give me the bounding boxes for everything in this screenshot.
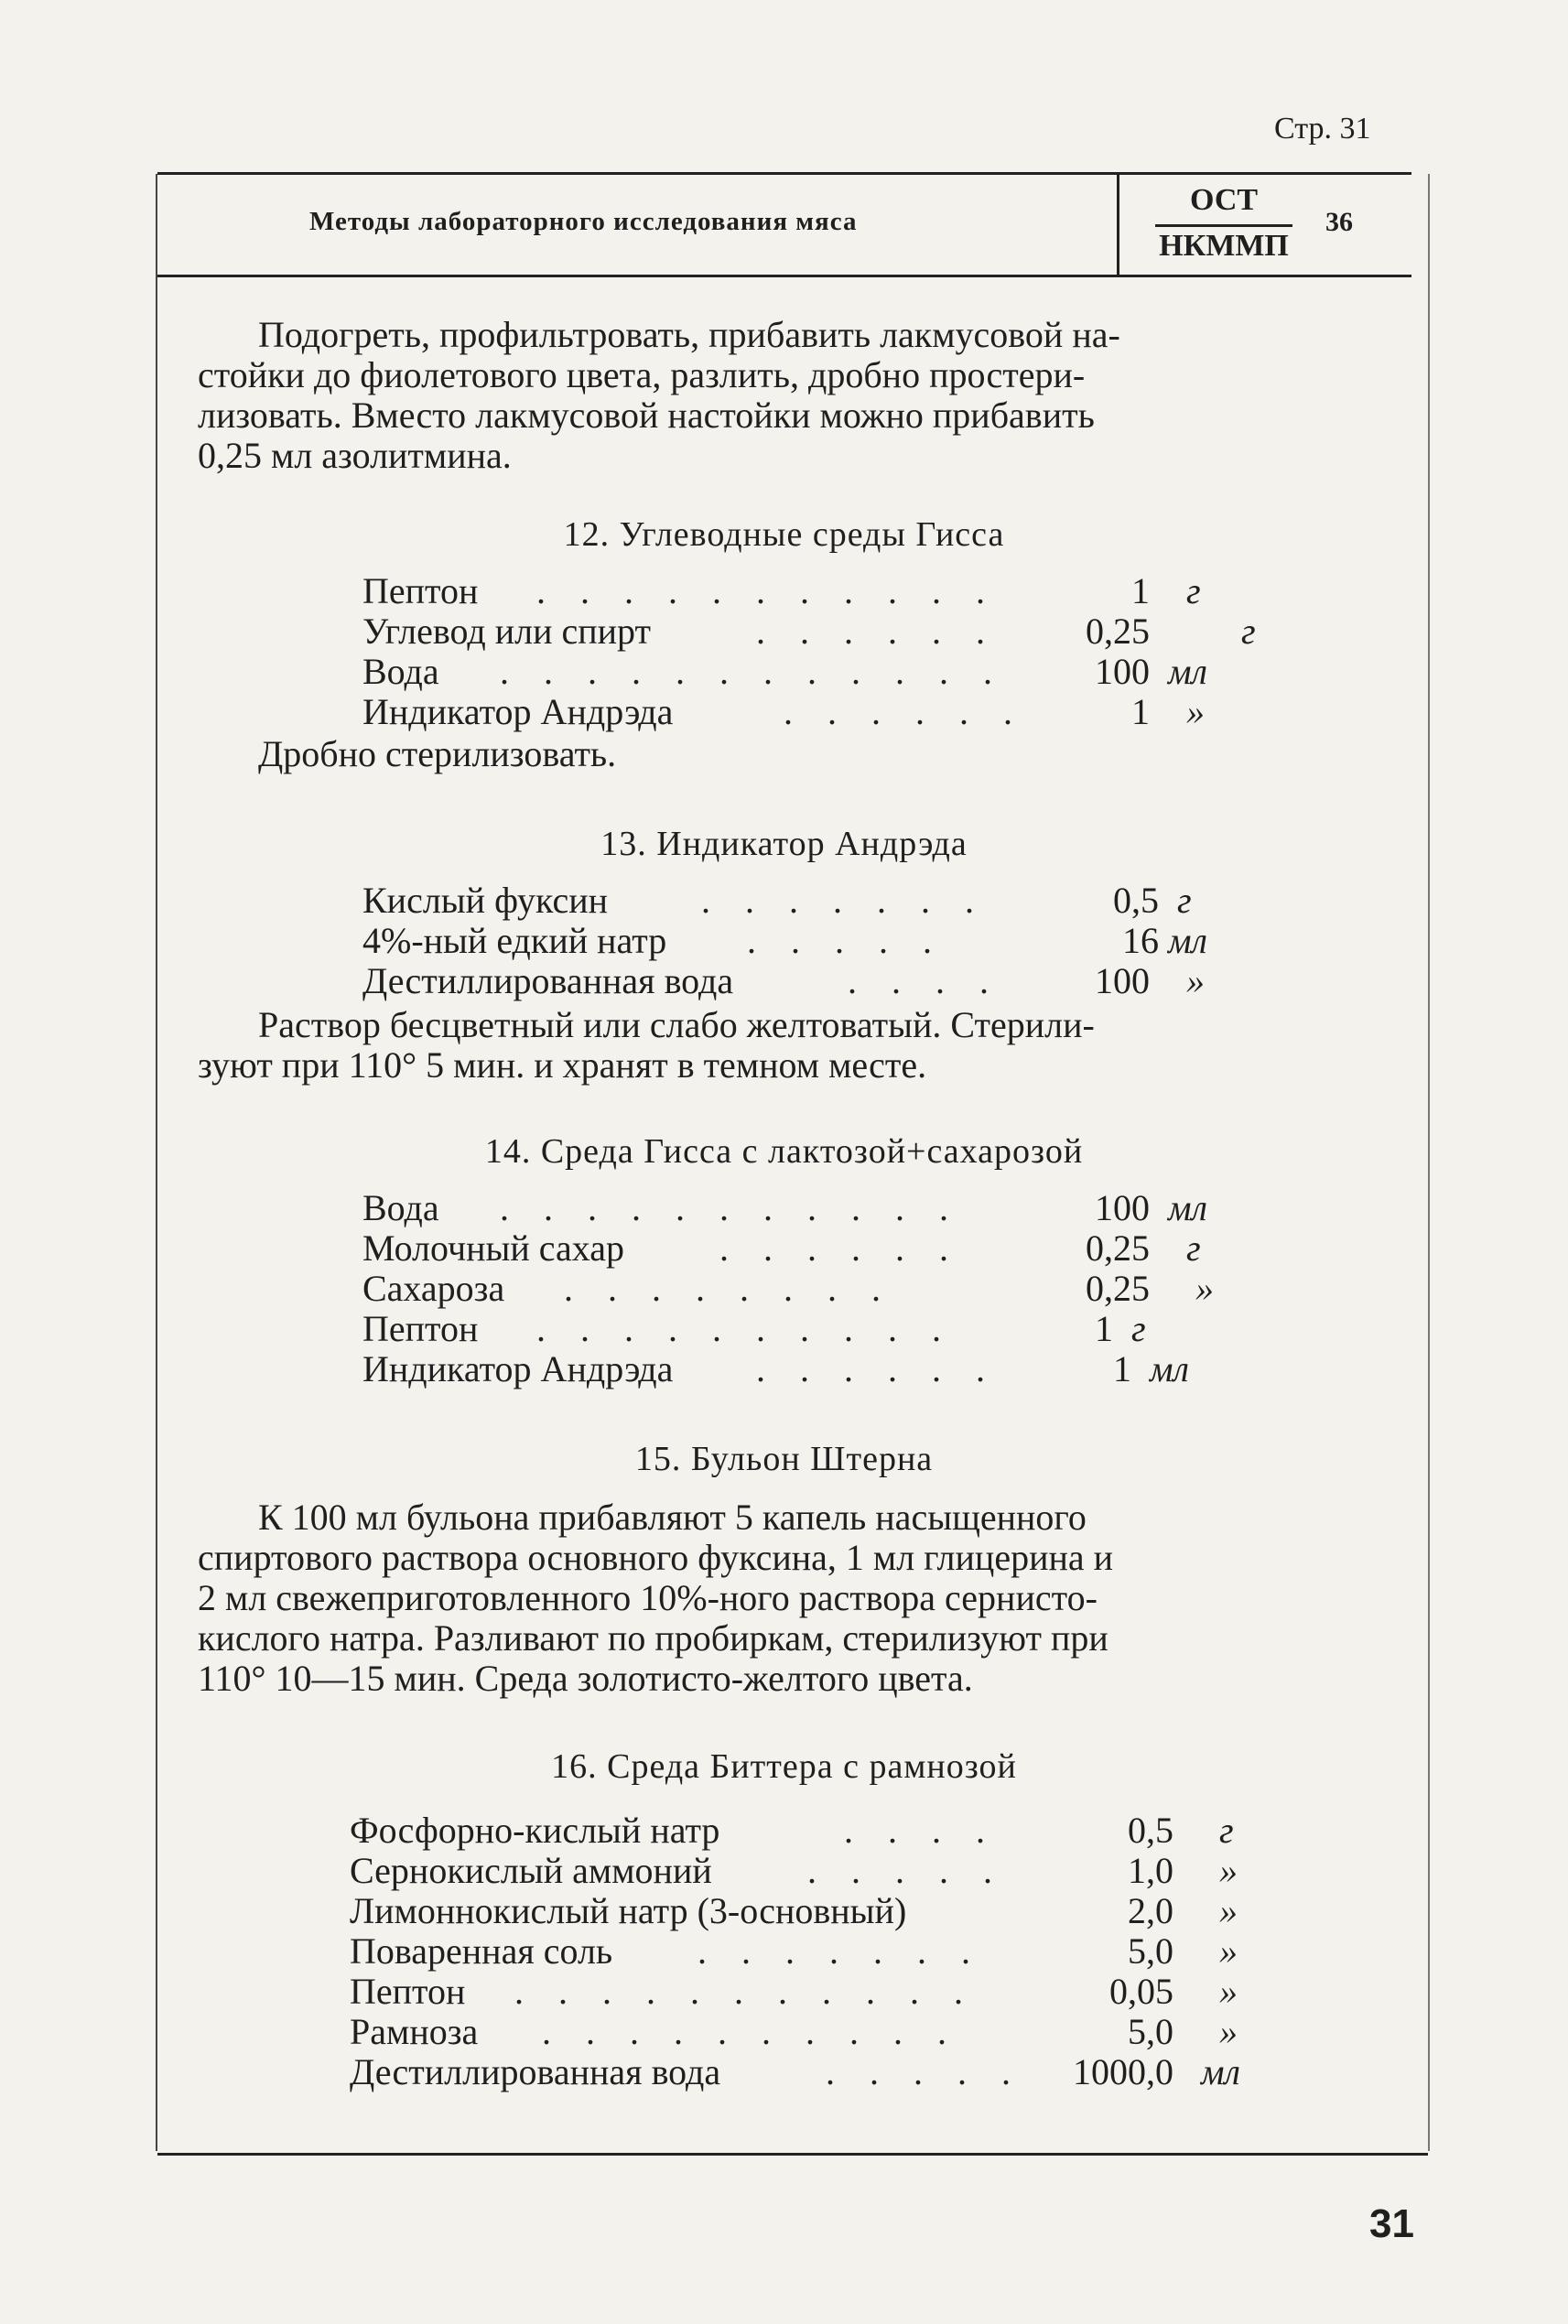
- ingredient-name: Рамноза: [350, 2011, 479, 2052]
- ingredient-value: 1000,0: [1073, 2051, 1173, 2092]
- ingredient-unit: г: [1186, 1227, 1201, 1269]
- section-note: 110° 10—15 мин. Среда золотисто-желтого цвета.: [198, 1658, 973, 1699]
- header-standard-rule: [1155, 224, 1292, 227]
- ingredient-name: 4%-ный едкий натр: [362, 920, 667, 961]
- intro-line: стойки до фиолетового цвета, разлить, дробно простери-: [198, 354, 1086, 395]
- ingredient-name: Вода: [362, 1187, 439, 1228]
- header-top-rule: [157, 172, 1411, 175]
- ingredient-unit: »: [1186, 691, 1205, 732]
- header-standard-bottom: НКММП: [1159, 229, 1289, 263]
- leader-dots: . . . . . . . . . . . .: [500, 651, 1005, 692]
- ingredient-unit: г: [1177, 880, 1192, 921]
- ingredient-name: Вода: [362, 651, 439, 692]
- leader-dots: . . . . . . . . . .: [536, 1308, 954, 1349]
- section-heading: 14. Среда Гисса с лактозой+сахарозой: [484, 1132, 1084, 1171]
- ingredient-unit: мл: [1168, 920, 1207, 961]
- section-note: 2 мл свежеприготовленного 10%-ного раствора сернисто-: [198, 1577, 1098, 1618]
- ingredient-name: Кислый фуксин: [362, 880, 609, 921]
- ingredient-value: 5,0: [1128, 1930, 1173, 1972]
- header-standard-number: 36: [1325, 207, 1353, 237]
- section-note: зуют при 110° 5 мин. и хранят в темном месте.: [198, 1044, 927, 1086]
- leader-dots: . . . . . .: [719, 1227, 961, 1269]
- header-title: Методы лабораторного исследования мяса: [309, 207, 858, 236]
- ingredient-name: Дестиллированная вода: [350, 2051, 721, 2092]
- ingredient-value: 1: [1113, 1348, 1131, 1389]
- leader-dots: . . . . . . . . . . .: [514, 1971, 976, 2012]
- ingredient-name: Поваренная соль: [350, 1930, 613, 1972]
- ingredient-value: 5,0: [1128, 2011, 1173, 2052]
- ingredient-unit: »: [1219, 1890, 1238, 1931]
- section-heading: 12. Углеводные среды Гисса: [563, 515, 1005, 554]
- ingredient-value: 1: [1131, 691, 1150, 732]
- leader-dots: . . . .: [848, 960, 1001, 1001]
- section-heading: 13. Индикатор Андрэда: [600, 825, 968, 863]
- leader-dots: . . . . . .: [756, 1348, 998, 1389]
- leader-dots: . . . . . . . . . .: [542, 2011, 959, 2052]
- ingredient-name: Пептон: [350, 1971, 466, 2012]
- ingredient-value: 0,25: [1086, 611, 1150, 652]
- leader-dots: . . . . . . . . . . .: [500, 1187, 961, 1228]
- leader-dots: . . . .: [844, 1810, 998, 1851]
- ingredient-unit: мл: [1168, 651, 1207, 692]
- ingredient-value: 100: [1095, 960, 1150, 1001]
- header-standard-top: ОСТ: [1189, 183, 1259, 217]
- leader-dots: . . . . . .: [756, 611, 998, 652]
- section-note: кислого натра. Разливают по пробиркам, стерилизуют при: [198, 1617, 1108, 1659]
- ingredient-unit: г: [1219, 1810, 1234, 1851]
- ingredient-unit: »: [1219, 1850, 1238, 1891]
- leader-dots: . . . . . .: [784, 691, 1025, 732]
- frame-bottom-rule: [157, 2153, 1428, 2156]
- ingredient-name: Пептон: [362, 570, 479, 611]
- ingredient-name: Углевод или спирт: [362, 611, 651, 652]
- ingredient-value: 0,5: [1113, 880, 1159, 921]
- page-number: 31: [1369, 2201, 1414, 2246]
- ingredient-name: Дестиллированная вода: [362, 960, 734, 1001]
- page-label: Стр. 31: [1274, 112, 1371, 146]
- section-note: спиртового раствора основного фуксина, 1 мл глицерина и: [198, 1537, 1114, 1578]
- ingredient-value: 0,05: [1109, 1971, 1173, 2012]
- intro-line: 0,25 мл азолитмина.: [198, 435, 512, 476]
- ingredient-name: Лимоннокислый натр (3-основный): [350, 1890, 907, 1931]
- ingredient-unit: мл: [1201, 2051, 1240, 2092]
- ingredient-value: 1,0: [1128, 1850, 1173, 1891]
- ingredient-value: 2,0: [1128, 1890, 1173, 1931]
- ingredient-value: 16: [1122, 920, 1159, 961]
- ingredient-value: 100: [1095, 1187, 1150, 1228]
- leader-dots: . . . . . . .: [697, 1930, 983, 1972]
- ingredient-value: 1: [1095, 1308, 1113, 1349]
- ingredient-unit: »: [1219, 2011, 1238, 2052]
- ingredient-name: Фосфорно-кислый натр: [350, 1810, 720, 1851]
- leader-dots: . . . . .: [826, 2051, 1023, 2092]
- leader-dots: . . . . . . .: [701, 880, 987, 921]
- header-divider: [1117, 174, 1119, 275]
- header-bottom-rule: [157, 275, 1411, 277]
- ingredient-value: 0,25: [1086, 1227, 1150, 1269]
- ingredient-unit: »: [1219, 1971, 1238, 2012]
- ingredient-unit: мл: [1150, 1348, 1189, 1389]
- ingredient-value: 0,25: [1086, 1268, 1150, 1309]
- ingredient-unit: »: [1219, 1930, 1238, 1972]
- ingredient-name: Индикатор Андрэда: [362, 1348, 674, 1389]
- ingredient-name: Сахароза: [362, 1268, 505, 1309]
- ingredient-unit: мл: [1168, 1187, 1207, 1228]
- leader-dots: . . . . . . . .: [564, 1268, 893, 1309]
- ingredient-name: Пептон: [362, 1308, 479, 1349]
- ingredient-name: Молочный сахар: [362, 1227, 624, 1269]
- section-heading: 16. Среда Биттера с рамнозой: [551, 1747, 1017, 1786]
- section-heading: 15. Бульон Штерна: [634, 1440, 934, 1478]
- ingredient-unit: »: [1195, 1268, 1214, 1309]
- section-note: Дробно стерилизовать.: [258, 733, 617, 774]
- leader-dots: . . . . . . . . . . .: [536, 570, 998, 611]
- ingredient-unit: »: [1186, 960, 1205, 1001]
- intro-line: лизовать. Вместо лакмусовой настойки можно прибавить: [198, 395, 1095, 436]
- leader-dots: . . . . .: [807, 1850, 1005, 1891]
- ingredient-name: Индикатор Андрэда: [362, 691, 674, 732]
- intro-line: Подогреть, профильтровать, прибавить лакмусовой на-: [258, 314, 1120, 355]
- ingredient-unit: г: [1186, 570, 1201, 611]
- leader-dots: . . . . .: [747, 920, 945, 961]
- ingredient-value: 1: [1131, 570, 1150, 611]
- section-note: Раствор бесцветный или слабо желтоватый. Стерили-: [258, 1004, 1095, 1045]
- section-note: К 100 мл бульона прибавляют 5 капель насыщенного: [258, 1497, 1087, 1538]
- ingredient-unit: г: [1241, 611, 1256, 652]
- ingredient-unit: г: [1131, 1308, 1146, 1349]
- ingredient-value: 100: [1095, 651, 1150, 692]
- ingredient-value: 0,5: [1128, 1810, 1173, 1851]
- ingredient-name: Сернокислый аммоний: [350, 1850, 712, 1891]
